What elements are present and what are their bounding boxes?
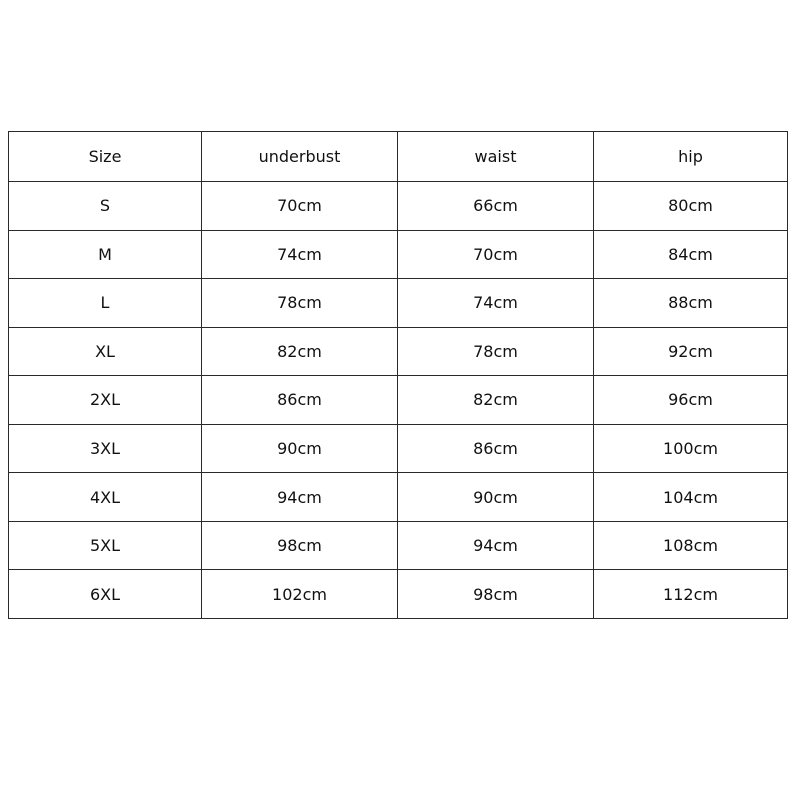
cell-hip: 96cm [594,376,788,425]
cell-hip: 104cm [594,473,788,522]
cell-underbust: 82cm [202,327,398,376]
header-hip: hip [594,132,788,182]
table-row [9,473,788,522]
cell-hip: 108cm [594,521,788,570]
size-chart-table [8,131,788,619]
cell-underbust: 102cm [202,570,398,619]
cell-hip: 112cm [594,570,788,619]
cell-hip: 92cm [594,327,788,376]
table-row [9,327,788,376]
cell-size: 4XL [9,473,202,522]
cell-waist: 70cm [398,230,594,279]
cell-waist: 94cm [398,521,594,570]
cell-underbust: 70cm [202,182,398,231]
header-size: Size [9,132,202,182]
cell-waist: 90cm [398,473,594,522]
cell-hip: 100cm [594,424,788,473]
cell-hip: 84cm [594,230,788,279]
cell-size: M [9,230,202,279]
table-row [9,230,788,279]
cell-size: L [9,279,202,328]
cell-size: 6XL [9,570,202,619]
cell-waist: 98cm [398,570,594,619]
cell-size: 2XL [9,376,202,425]
table-row [9,521,788,570]
cell-size: S [9,182,202,231]
cell-waist: 86cm [398,424,594,473]
cell-underbust: 90cm [202,424,398,473]
cell-size: 5XL [9,521,202,570]
table-row [9,424,788,473]
cell-waist: 74cm [398,279,594,328]
cell-underbust: 78cm [202,279,398,328]
cell-underbust: 94cm [202,473,398,522]
table-row [9,376,788,425]
table-row [9,570,788,619]
cell-underbust: 86cm [202,376,398,425]
cell-size: 3XL [9,424,202,473]
cell-waist: 78cm [398,327,594,376]
table-row [9,182,788,231]
cell-waist: 66cm [398,182,594,231]
table-header-row [9,132,788,182]
header-waist: waist [398,132,594,182]
cell-waist: 82cm [398,376,594,425]
cell-underbust: 98cm [202,521,398,570]
cell-hip: 88cm [594,279,788,328]
cell-underbust: 74cm [202,230,398,279]
cell-size: XL [9,327,202,376]
header-underbust: underbust [202,132,398,182]
cell-hip: 80cm [594,182,788,231]
table-row [9,279,788,328]
